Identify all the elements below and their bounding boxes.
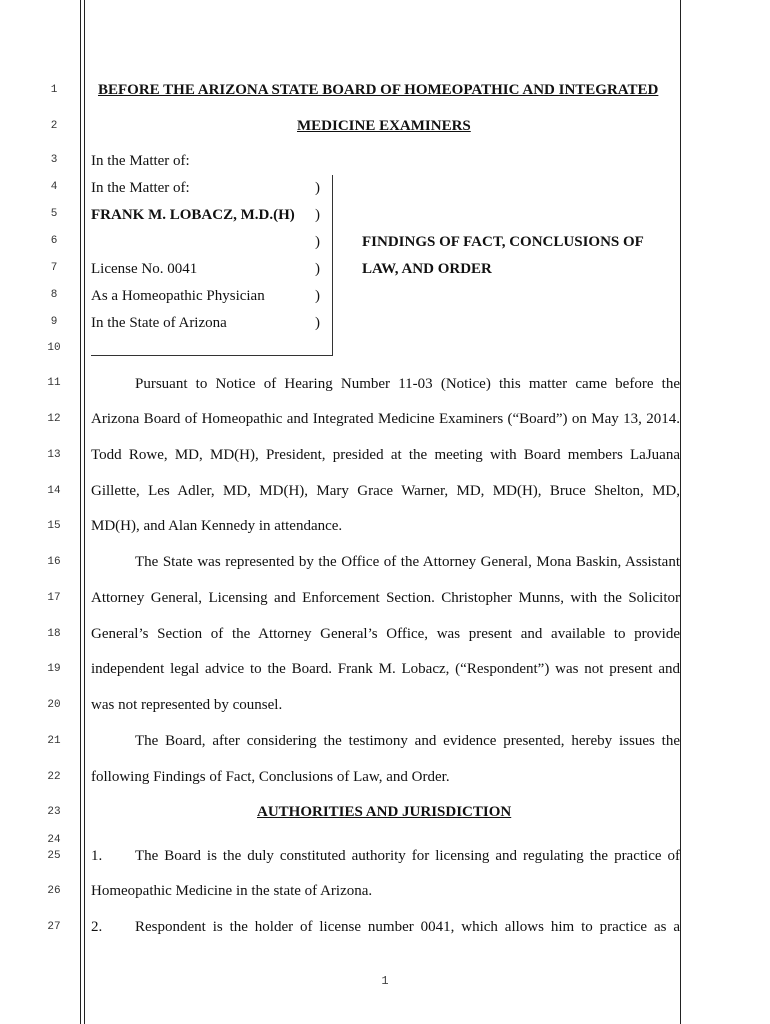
caption-in-matter-of-repeat: In the Matter of: bbox=[91, 180, 190, 196]
paragraph-1-line: Arizona Board of Homeopathic and Integrated Medicine Examiners (“Board”) on May 13, 2014. bbox=[91, 411, 680, 427]
item-1-line: The Board is the duly constituted authority for licensing and regulating the practice of bbox=[135, 848, 680, 864]
line-number: 9 bbox=[50, 316, 58, 328]
line-number: 21 bbox=[47, 735, 61, 747]
line-number: 15 bbox=[47, 520, 61, 532]
paragraph-3-line: The Board, after considering the testimony and evidence presented, hereby issues the bbox=[135, 733, 680, 749]
document-heading-line-1: BEFORE THE ARIZONA STATE BOARD OF HOMEOPATHIC AND INTEGRATED bbox=[98, 82, 659, 98]
line-number: 16 bbox=[47, 556, 61, 568]
paragraph-2-line: Attorney General, Licensing and Enforcement Section. Christopher Munns, with the Solicitor bbox=[91, 590, 680, 606]
document-title-line-1: FINDINGS OF FACT, CONCLUSIONS OF bbox=[362, 234, 644, 250]
paragraph-2-line: The State was represented by the Office of the Attorney General, Mona Baskin, Assistant bbox=[135, 554, 680, 570]
item-1-number: 1. bbox=[91, 848, 103, 864]
line-number: 11 bbox=[47, 377, 61, 389]
line-number: 13 bbox=[47, 449, 61, 461]
line-number: 4 bbox=[50, 181, 58, 193]
line-number: 20 bbox=[47, 699, 61, 711]
line-number: 14 bbox=[47, 485, 61, 497]
caption-paren: ) bbox=[315, 315, 320, 331]
left-margin-rule-inner bbox=[84, 0, 85, 1024]
line-number: 26 bbox=[47, 885, 61, 897]
section-heading: AUTHORITIES AND JURISDICTION bbox=[257, 804, 512, 820]
caption-paren: ) bbox=[315, 207, 320, 223]
paragraph-2-line: General’s Section of the Attorney General’s Office, was present and available to provide bbox=[91, 626, 680, 642]
caption-paren: ) bbox=[315, 261, 320, 277]
caption-paren: ) bbox=[315, 180, 320, 196]
caption-paren: ) bbox=[315, 234, 320, 250]
paragraph-1-line: Todd Rowe, MD, MD(H), President, presided at the meeting with Board members LaJuana bbox=[91, 447, 680, 463]
line-number: 5 bbox=[50, 208, 58, 220]
license-number: License No. 0041 bbox=[91, 261, 198, 277]
document-title-line-2: LAW, AND ORDER bbox=[362, 261, 492, 277]
line-number: 19 bbox=[47, 663, 61, 675]
line-number: 10 bbox=[47, 342, 61, 354]
document-heading-line-2: MEDICINE EXAMINERS bbox=[297, 118, 471, 134]
caption-box-bottom-border bbox=[91, 355, 333, 356]
paragraph-1-line: Pursuant to Notice of Hearing Number 11-03 (Notice) this matter came before the bbox=[135, 376, 680, 392]
paragraph-3-last-line: following Findings of Fact, Conclusions of Law, and Order. bbox=[91, 769, 450, 785]
line-number: 6 bbox=[50, 235, 58, 247]
line-number: 7 bbox=[50, 262, 58, 274]
item-2-line: Respondent is the holder of license number 0041, which allows him to practice as a bbox=[135, 919, 680, 935]
line-number: 23 bbox=[47, 806, 61, 818]
item-1-last-line: Homeopathic Medicine in the state of Arizona. bbox=[91, 883, 373, 899]
line-number: 25 bbox=[47, 850, 61, 862]
respondent-name: FRANK M. LOBACZ, M.D.(H) bbox=[91, 207, 295, 223]
line-number: 22 bbox=[47, 771, 61, 783]
left-margin-rule-outer bbox=[80, 0, 81, 1024]
physician-role: As a Homeopathic Physician bbox=[91, 288, 265, 304]
caption-state: In the State of Arizona bbox=[91, 315, 227, 331]
line-number: 12 bbox=[47, 413, 61, 425]
paragraph-1-last-line: MD(H), and Alan Kennedy in attendance. bbox=[91, 518, 343, 534]
paragraph-2-line: independent legal advice to the Board. Frank M. Lobacz, (“Respondent”) was not present and bbox=[91, 661, 680, 677]
paragraph-2-last-line: was not represented by counsel. bbox=[91, 697, 283, 713]
line-number: 8 bbox=[50, 289, 58, 301]
paragraph-1-line: Gillette, Les Adler, MD, MD(H), Mary Grace Warner, MD, MD(H), Bruce Shelton, MD, bbox=[91, 483, 680, 499]
line-number: 1 bbox=[50, 84, 58, 96]
line-number: 3 bbox=[50, 154, 58, 166]
line-number: 17 bbox=[47, 592, 61, 604]
caption-box-right-border bbox=[332, 175, 333, 355]
line-number: 24 bbox=[47, 834, 61, 846]
item-2-number: 2. bbox=[91, 919, 103, 935]
caption-in-matter-of: In the Matter of: bbox=[91, 153, 190, 169]
right-margin-rule bbox=[680, 0, 681, 1024]
line-number: 27 bbox=[47, 921, 61, 933]
caption-paren: ) bbox=[315, 288, 320, 304]
line-number: 18 bbox=[47, 628, 61, 640]
line-number: 2 bbox=[50, 120, 58, 132]
page-number: 1 bbox=[381, 974, 389, 988]
